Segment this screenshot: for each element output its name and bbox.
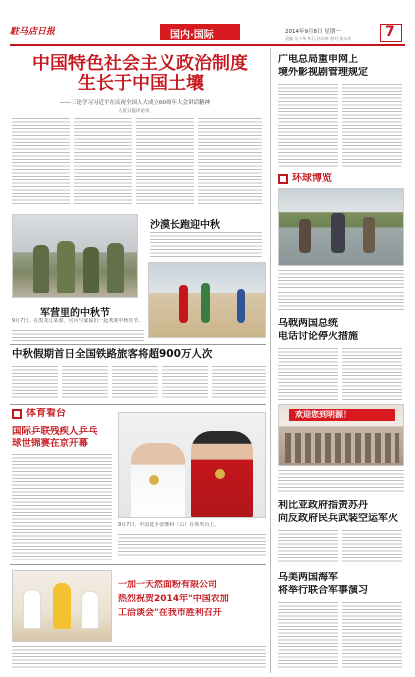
us-headline-1: 乌美两国海军: [278, 572, 338, 583]
ad-line-1: 一加一天然面粉有限公司: [118, 580, 218, 590]
medal-icon: [215, 469, 225, 479]
banner-photo: [278, 404, 404, 466]
ad-line-3: 工洽谈会"在我市胜利召开: [118, 608, 222, 618]
sports-body: [12, 454, 112, 560]
athletes-photo: [118, 412, 266, 518]
right-headline-1: 广电总局重申网上: [278, 54, 358, 65]
flood-caption: [278, 270, 404, 288]
soldier-figure: [33, 245, 49, 293]
right-body-1b: [342, 84, 402, 168]
lead-headline-2: 生长于中国土壤: [78, 74, 204, 94]
photo-story-label: 9月7日，在黑龙江某部，官兵与家属们一起欢度中秋佳节。: [12, 318, 144, 324]
runner-figure: [237, 289, 245, 323]
page-number: 7: [385, 24, 395, 40]
date-line: 2014年9月8日 星期一: [285, 29, 341, 35]
lb-body-b: [342, 530, 402, 564]
lb-body-a: [278, 530, 338, 564]
rail-body-col-3: [112, 366, 158, 400]
us-body-a: [278, 602, 338, 670]
sports-section-label: [12, 408, 66, 420]
rail-body-col-5: [212, 366, 266, 400]
section-box-icon: [278, 174, 288, 184]
lead-body-col-2: [74, 118, 132, 206]
us-body-b: [342, 602, 402, 670]
masthead: [0, 0, 415, 46]
rule: [10, 344, 266, 345]
lb-headline-2: 向反政府民兵武装空运军火: [278, 513, 398, 524]
lead-headline-1: 中国特色社会主义政治制度: [32, 54, 248, 74]
uk-body-b: [342, 348, 402, 402]
photo-story-caption: 军营里的中秋节: [40, 308, 110, 319]
lead-subhead: ——三论学习习近平在庆祝全国人大成立60周年大会讲话精神: [60, 100, 211, 106]
medal-icon: [149, 475, 159, 485]
runner-figure: [201, 283, 210, 323]
lead-body-col-3: [136, 118, 194, 206]
athletes-photo-caption: 9月7日，中国选手张继科（右）在领奖台上。: [118, 522, 220, 528]
editor-line: 责编 吴小华 执行 孙东辉 校对 张永庆: [285, 36, 352, 41]
lead-byline: 人民日报评论员: [118, 109, 150, 114]
rule: [10, 564, 266, 565]
flood-photo: [278, 188, 404, 266]
sports-headline-1: 国际乒联残疾人乒乓: [12, 426, 98, 437]
right-body-1a: [278, 84, 338, 168]
runner-figure: [179, 285, 188, 323]
sports-headline-2: 球世锦赛在京开幕: [12, 438, 89, 449]
rail-body-col-2: [62, 366, 108, 400]
world-section-text: 环球博览: [292, 173, 332, 184]
photo-story-caption-text: [12, 330, 144, 342]
ad-body: [12, 646, 266, 670]
uk-body-a: [278, 348, 338, 402]
soldier-figure: [107, 243, 124, 293]
sports-section-text: 体育看台: [26, 408, 66, 419]
desert-run-photo: [148, 262, 266, 338]
right-headline-2: 境外影视剧管理规定: [278, 67, 368, 78]
barracks-photo: [12, 214, 138, 298]
column-divider: [270, 48, 271, 673]
worker-figure: [81, 591, 99, 629]
world-section-label: [278, 173, 332, 185]
paper-name: 駐马店日报: [10, 27, 56, 37]
ad-photo: [12, 570, 112, 642]
banner-text: 欢迎您到明源！: [295, 410, 351, 419]
uk-headline-2: 电话讨论停火措施: [278, 331, 358, 342]
soldier-figure: [57, 241, 75, 293]
lb-headline-1: 利比亚政府指责苏丹: [278, 500, 368, 511]
rule: [10, 404, 266, 405]
person-figure: [331, 213, 345, 253]
section-box-icon: [12, 409, 22, 419]
photo-story-text: [150, 232, 262, 258]
rail-body-col-4: [162, 366, 208, 400]
banner-caption: [278, 470, 404, 492]
rail-body-col-1: [12, 366, 58, 400]
sports-caption-text: [118, 534, 266, 558]
worker-figure: [53, 583, 71, 629]
uk-headline-1: 乌戟两国总统: [278, 318, 338, 329]
worker-figure: [23, 589, 41, 629]
soldier-figure: [83, 247, 99, 293]
lead-body-col-4: [198, 118, 262, 206]
lead-body-col-1: [12, 118, 70, 206]
crowd: [285, 433, 399, 463]
person-figure: [299, 219, 311, 253]
person-figure: [363, 217, 375, 253]
section-title: 国内·国际: [170, 30, 214, 41]
us-headline-2: 将举行联合军事演习: [278, 585, 368, 596]
rail-headline: 中秋假期首日全国铁路旅客将超900万人次: [12, 348, 213, 360]
flood-body: [278, 292, 404, 310]
photo-story-title: 沙漠长跑迎中秋: [150, 220, 220, 231]
masthead-rule: [10, 44, 405, 46]
ad-line-2: 热烈祝贺2014年"中国农加: [118, 594, 229, 604]
